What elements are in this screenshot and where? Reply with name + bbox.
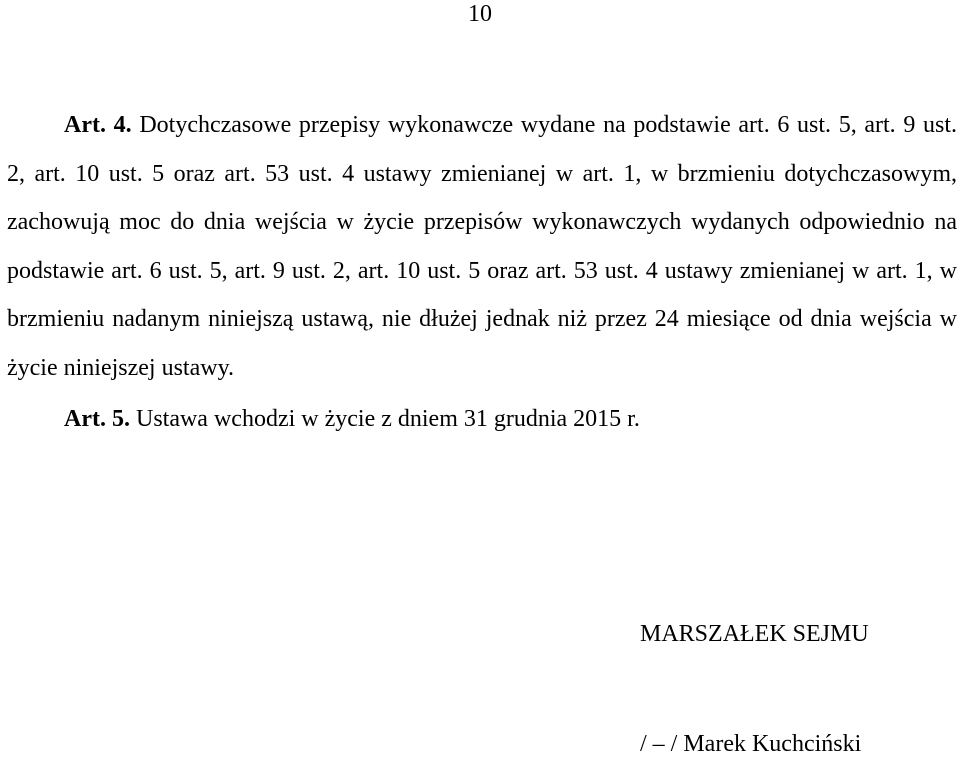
article-4-text: Dotychczasowe przepisy wykonawcze wydane na podstawie art. 6 ust. 5, art. 9 ust. 2, art. 10 ust. 5 oraz art. 53 ust. 4 ustawy zmienianej w art. 1, w brzmieniu dotychczasowym, zachowują moc do dnia wejścia w życie przepisów wykonawczych wydanych odpowiednio na podstawie art. 6 ust. 5, art. 9 ust. 2, art. 10 ust. 5 oraz art. 53 ust. 4 ustawy zmienianej w art. 1, w brzmieniu nadanym niniejszą ustawą, nie dłużej jednak niż przez 24 miesiące od dnia wejścia w życie niniejszej ustawy. — [7, 112, 957, 381]
signature-title: MARSZAŁEK SEJMU — [640, 621, 869, 647]
article-5-label: Art. 5. — [64, 406, 130, 432]
signature-name: / – / Marek Kuchciński — [640, 731, 862, 757]
article-5 — [7, 395, 957, 444]
article-5-text: Ustawa wchodzi w życie z dniem 31 grudnia 2015 r. — [135, 406, 640, 432]
article-4-label: Art. 4. — [64, 112, 132, 138]
article-4 — [7, 101, 957, 392]
page-number: 10 — [468, 1, 492, 27]
